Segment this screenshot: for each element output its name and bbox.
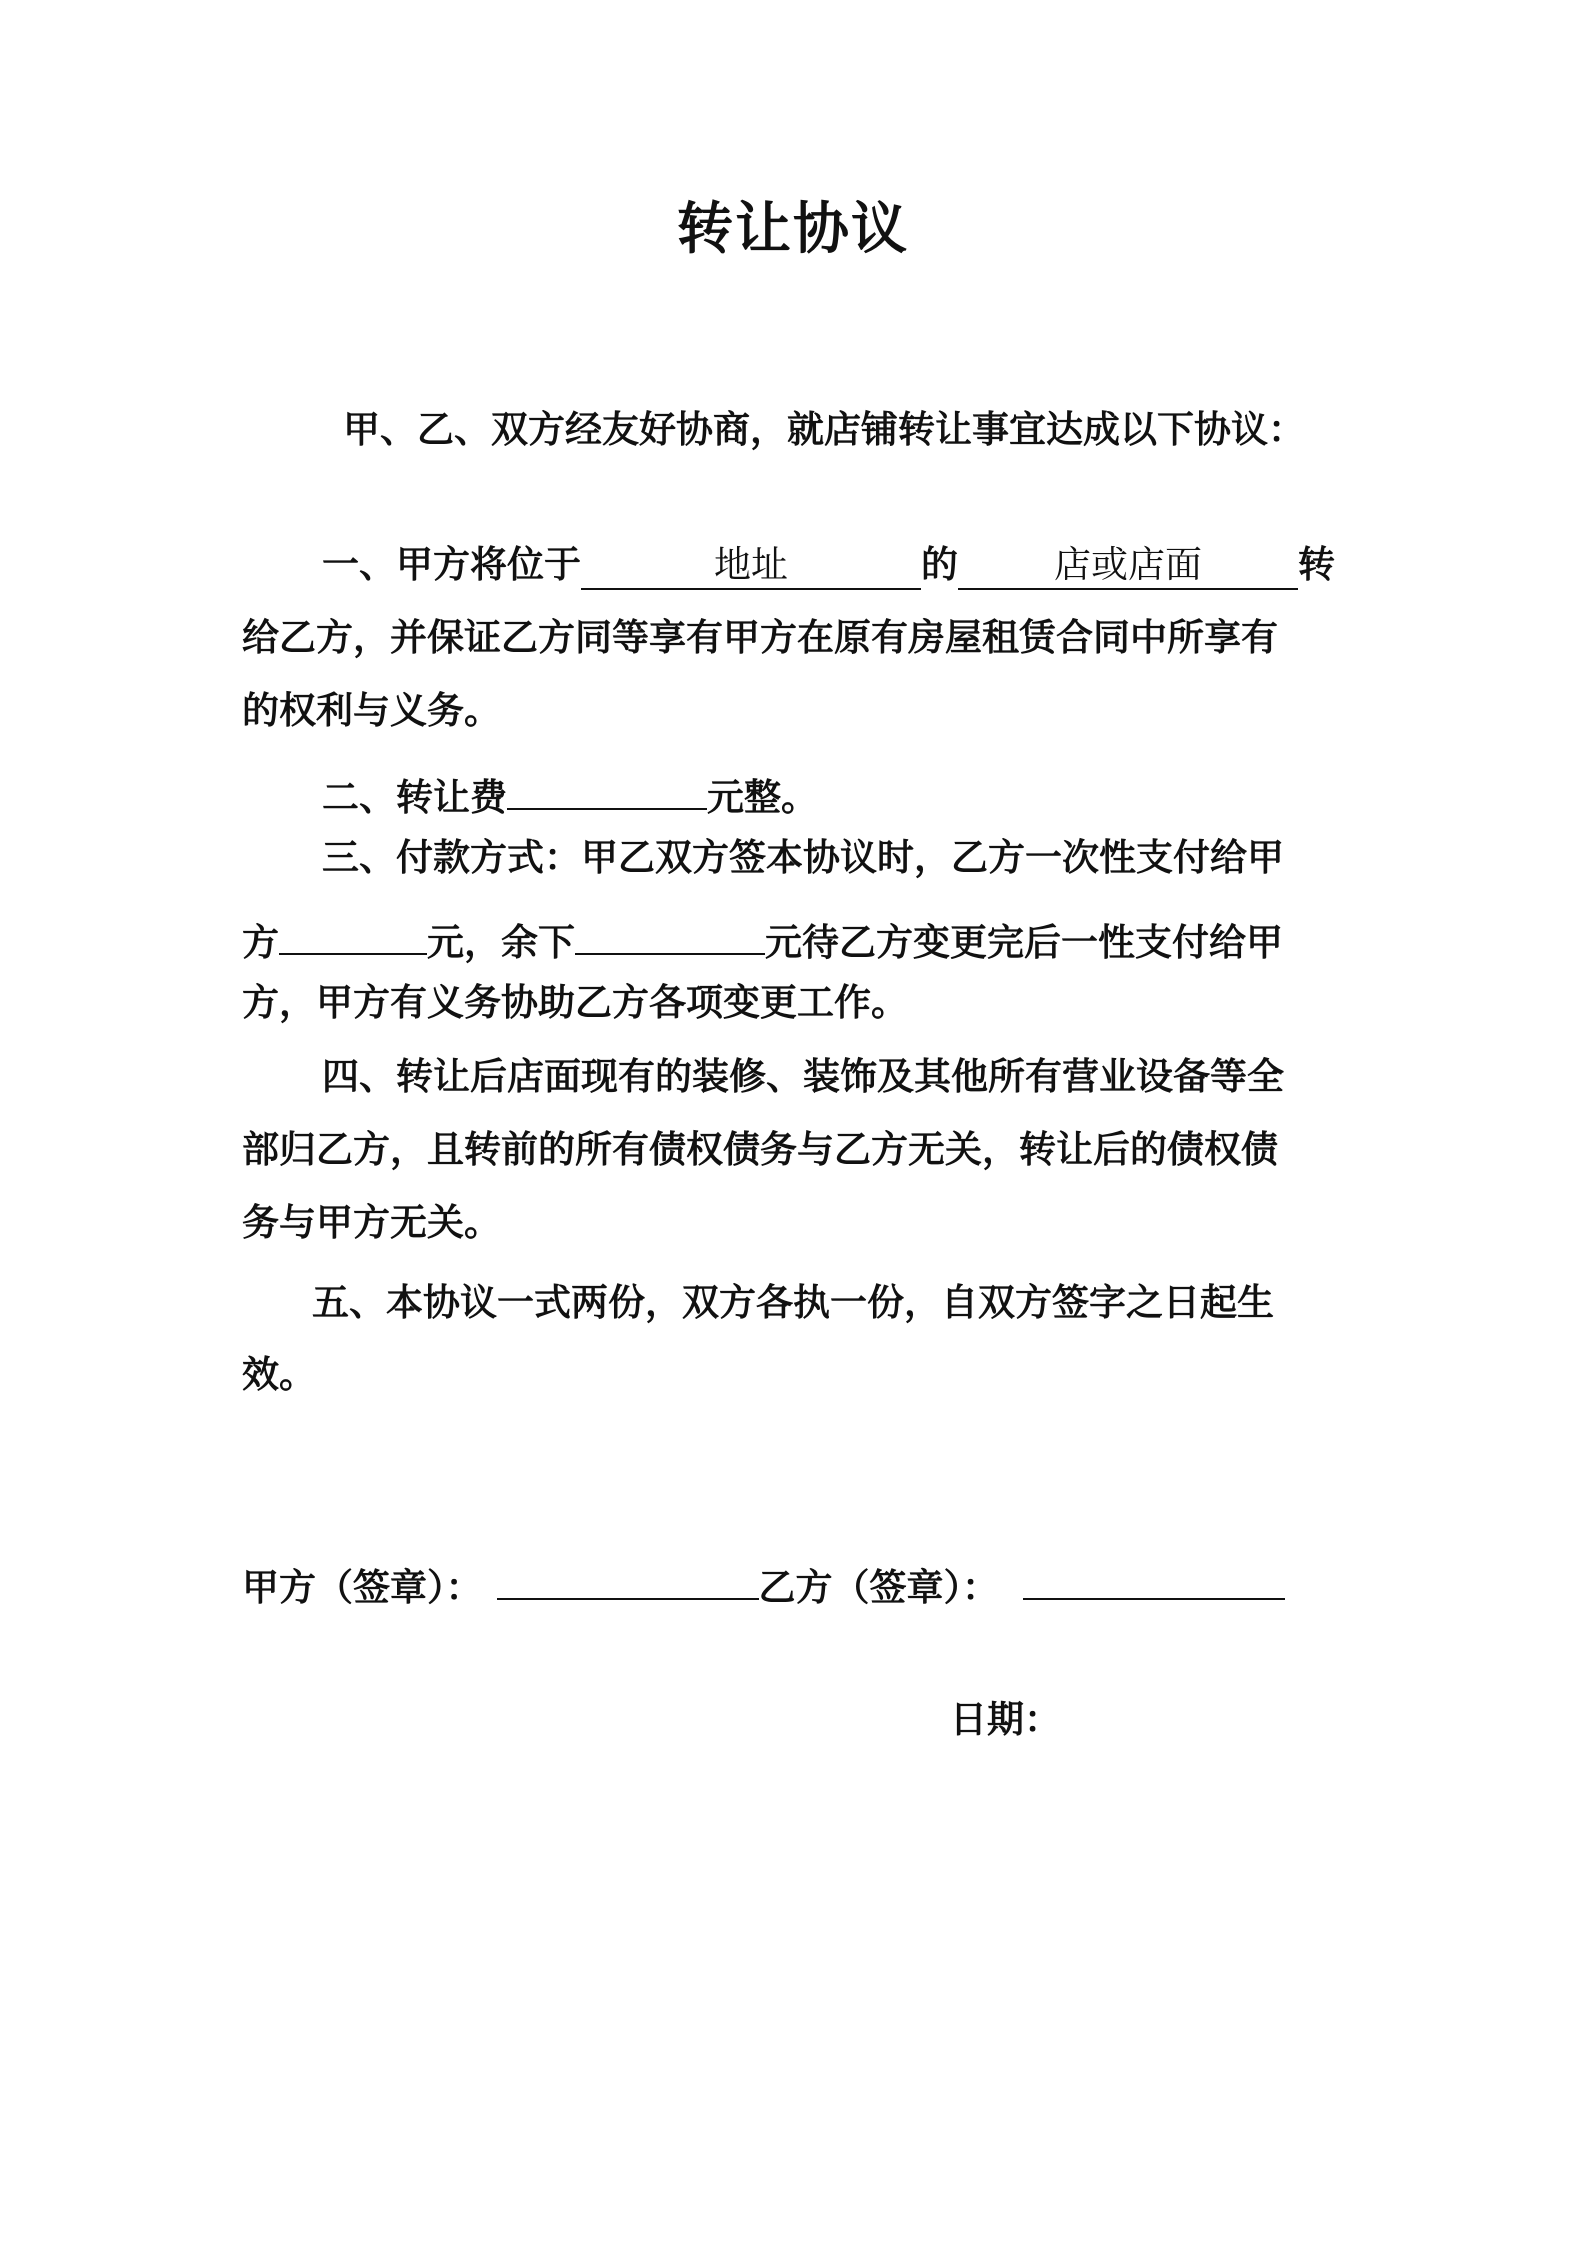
shop-blank (958, 540, 1298, 590)
clause-1-prefix: 一、甲方将位于 (322, 543, 581, 586)
clause-1-line-3: 的权利与义务。 (242, 689, 501, 732)
clause-4-line-3: 务与甲方无关。 (242, 1201, 501, 1244)
clause-4-line-1: 四、转让后店面现有的装修、装饰及其他所有营业设备等全 (322, 1055, 1284, 1098)
clause-2-suffix: 元整。 (707, 776, 818, 819)
clause-3-part-a: 方 (242, 921, 279, 964)
remaining-payment-blank (575, 905, 765, 955)
clause-2-line (322, 760, 818, 823)
party-a-signature-label: 甲方（签章）： (242, 1566, 483, 1609)
clause-5-line-1: 五、本协议一式两份，双方各执一份，自双方签字之日起生 (312, 1281, 1274, 1324)
clause-2-prefix: 二、转让费 (322, 776, 507, 819)
clause-3-line-1: 三、付款方式：甲乙双方签本协议时，乙方一次性支付给甲 (322, 836, 1284, 879)
clause-1-suffix: 转 (1298, 543, 1335, 586)
party-b-signature-label: 乙方（签章）： (758, 1566, 999, 1609)
shop-placeholder: 店或店面 (1054, 543, 1202, 586)
clause-1-line-2: 给乙方，并保证乙方同等享有甲方在原有房屋租赁合同中所享有 (242, 616, 1278, 659)
clause-3-line-3: 方，甲方有义务协助乙方各项变更工作。 (242, 981, 908, 1024)
clause-1-line-1 (322, 540, 1335, 590)
address-placeholder: 地址 (714, 543, 788, 586)
party-a-signature-blank (497, 1550, 759, 1600)
clause-5-line-2: 效。 (242, 1353, 316, 1396)
clause-4-line-2: 部归乙方，且转前的所有债权债务与乙方无关，转让后的债权债 (242, 1128, 1278, 1171)
address-blank (581, 540, 921, 590)
intro-paragraph: 甲、乙、双方经友好协商，就店铺转让事宜达成以下协议： (343, 408, 1305, 451)
document-title: 转让协议 (677, 197, 909, 262)
clause-1-mid: 的 (921, 543, 958, 586)
transfer-fee-blank (507, 760, 707, 810)
first-payment-blank (279, 905, 427, 955)
signature-row (242, 1550, 1285, 1613)
clause-3-part-b: 元，余下 (427, 921, 575, 964)
date-label: 日期： (950, 1698, 1061, 1741)
party-b-signature-blank (1023, 1550, 1285, 1600)
clause-3-line-2 (242, 905, 1283, 968)
clause-3-part-c: 元待乙方变更完后一性支付给甲 (765, 921, 1283, 964)
